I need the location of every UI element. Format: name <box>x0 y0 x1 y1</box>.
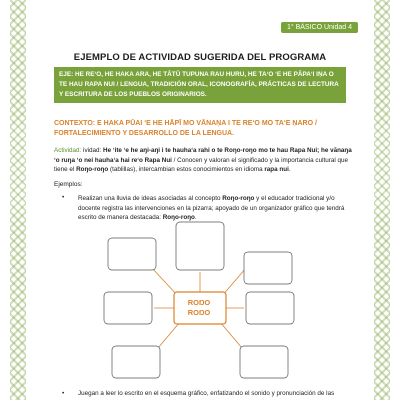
idea-box <box>176 222 224 270</box>
bullet1-text-3: . <box>194 214 197 222</box>
connector-line <box>222 268 246 296</box>
idea-box <box>104 292 152 324</box>
bullet1-text-1: Realizan una lluvia de ideas asociadas al concepto <box>78 195 223 202</box>
contexto-heading: CONTEXTO: E HAKA PŪAI ʻE HE HĀPĪ MO VĀNAṆA I TE REʻO MO TAʻE ṆARO / FORTALECIMIENTO Y DESARROLLO DE LA LENGUA. <box>54 120 317 137</box>
connector-line <box>220 322 242 348</box>
actividad-text-1: ividad: <box>81 147 104 154</box>
bullet1-text-2: y el educador tradicional y/o docente registra las intervenciones en la pizarra; apoyado de un organizador gráfico que tendrá escrito de manera destacada: <box>78 195 345 222</box>
actividad-label: Actividad: <box>54 147 82 154</box>
ejemplos-label: Ejemplos: <box>54 181 83 188</box>
idea-box <box>108 238 156 270</box>
center-label <box>176 298 222 318</box>
bullet1-bold-1: Roŋo-roŋo <box>222 195 255 202</box>
center-label-line-1: ROŊO <box>187 298 211 307</box>
eje-text: EJE: HE REʻO, HE HAKA ARA, HE TĀTŪ TUPUNA RAU HURU, HE TAʻO ʻE HE PĀPAʻI IṆA O TE HAU RAPA NUI / LENGUA, TRADICIÓN ORAL, ICONOGRAFÍA, PRÁCTICAS DE LECTURA Y ESCRITURA DE LOS PUEBLOS ORIGINARIOS. <box>59 71 339 98</box>
idea-box <box>246 292 294 324</box>
actividad-text-4: . <box>288 166 291 174</box>
bullet1-bold-2: Roŋo-roŋo <box>162 214 195 222</box>
grade-unit-badge: 1° BÁSICO Unidad 4 <box>281 22 358 33</box>
idea-box <box>244 252 292 284</box>
center-label-line-2: ROŊO <box>187 308 211 317</box>
connector-line <box>158 322 180 348</box>
bullet-dot-1: • <box>62 194 65 201</box>
actividad-bold-1: He ʻite ʻe he aŋi-aŋi i te hauhaʻa rahi o te Roŋo-roŋo mo te hau Rapa Nui; he vānaŋa ʻo ruŋa ʻo nei hauhaʻa hai reʻo Rapa Nui <box>54 147 352 164</box>
idea-box <box>240 346 288 378</box>
actividad-bold-2: Roŋo-roŋo <box>76 166 109 174</box>
bullet-dot-2: • <box>62 390 65 397</box>
idea-box <box>112 346 160 378</box>
page-title: EJEMPLO DE ACTIVIDAD SUGERIDA DEL PROGRAMA <box>73 52 327 63</box>
actividad-bold-3: rapa nui <box>264 166 289 174</box>
connector-line <box>152 268 178 296</box>
actividad-text-3: (tablillas), intercambian estos conocimientos en idioma <box>108 166 265 174</box>
bullet-item-2: Juegan a leer lo escrito en el esquema gráfico, enfatizando el sonido y pronunciación de las <box>78 390 335 397</box>
actividad-text-2: / Conocen y valoran el significado y la importancia cultural que tiene el <box>54 156 348 174</box>
